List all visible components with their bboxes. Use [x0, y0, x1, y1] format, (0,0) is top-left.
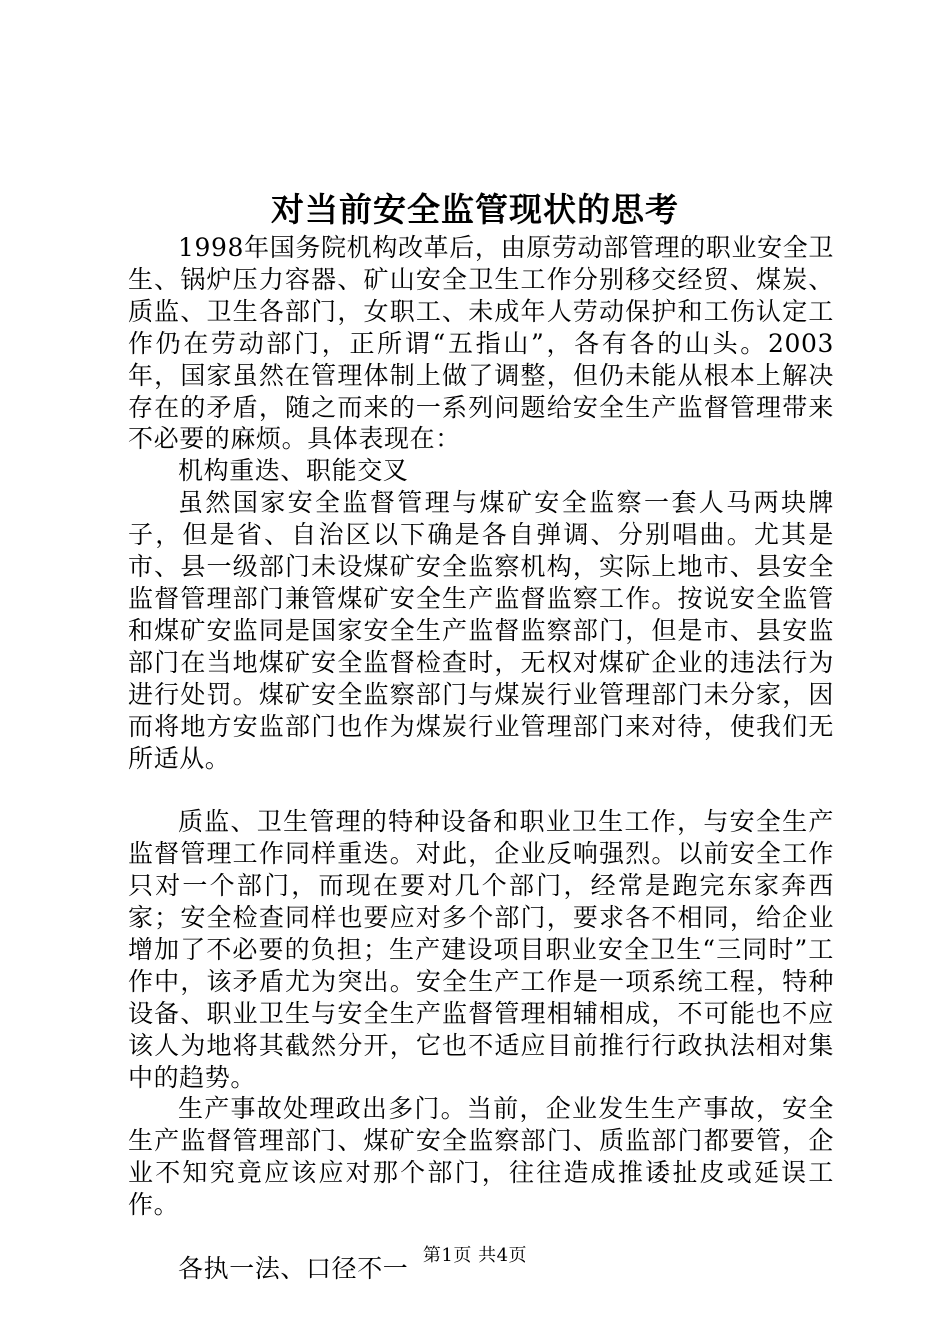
paragraph-intro: 1998年国务院机构改革后，由原劳动部管理的职业安全卫生、锅炉压力容器、矿山安全卫生工作分别移交经贸、煤炭、质监、卫生各部门，女职工、未成年人劳动保护和工伤认定工作仍在劳动部门，正所谓“五指山”，各有各的山头。2003年，国家虽然在管理体制上做了调整，但仍未能从根本上解决存在的矛盾，随之而来的一系列问题给安全生产监督管理带来不必要的麻烦。具体表现在：	[128, 233, 834, 454]
paragraph-accident-handling: 生产事故处理政出多门。当前，企业发生生产事故，安全生产监督管理部门、煤矿安全监察部门、质监部门都要管，企业不知究竟应该应对那个部门，往往造成推诿扯皮或延误工作。	[128, 1094, 834, 1220]
paragraph-coal-supervision: 虽然国家安全监督管理与煤矿安全监察一套人马两块牌子，但是省、自治区以下确是各自弹调、分别唱曲。尤其是市、县一级部门未设煤矿安全监察机构，实际上地市、县安全监督管理部门兼管煤矿安全生产监督监察工作。按说安全监管和煤矿安监同是国家安全生产监督监察部门，但是市、县安监部门在当地煤矿安全监督检查时，无权对煤矿企业的违法行为进行处罚。煤矿安全监察部门与煤炭行业管理部门未分家，因而将地方安监部门也作为煤炭行业管理部门来对待，使我们无所适从。	[128, 488, 834, 773]
paragraph-spacer	[128, 774, 834, 806]
document-title: 对当前安全监管现状的思考	[271, 190, 679, 229]
section-heading-laws: 各执一法、口径不一	[178, 1253, 409, 1283]
document-body	[128, 232, 834, 1285]
page-footer: 第1页 共4页	[422, 1245, 528, 1266]
section-heading-overlap: 机构重迭、职能交叉	[178, 456, 409, 486]
paragraph-quality-health: 质监、卫生管理的特种设备和职业卫生工作，与安全生产监督管理工作同样重迭。对此，企业反响强烈。以前安全工作只对一个部门，而现在要对几个部门，经常是跑完东家奔西家；安全检查同样也要应对多个部门，要求各不相同，给企业增加了不必要的负担；生产建设项目职业安全卫生“三同时”工作中，该矛盾尤为突出。安全生产工作是一项系统工程，特种设备、职业卫生与安全生产监督管理相辅相成，不可能也不应该人为地将其截然分开，它也不适应目前推行行政执法相对集中的趋势。	[128, 807, 834, 1092]
